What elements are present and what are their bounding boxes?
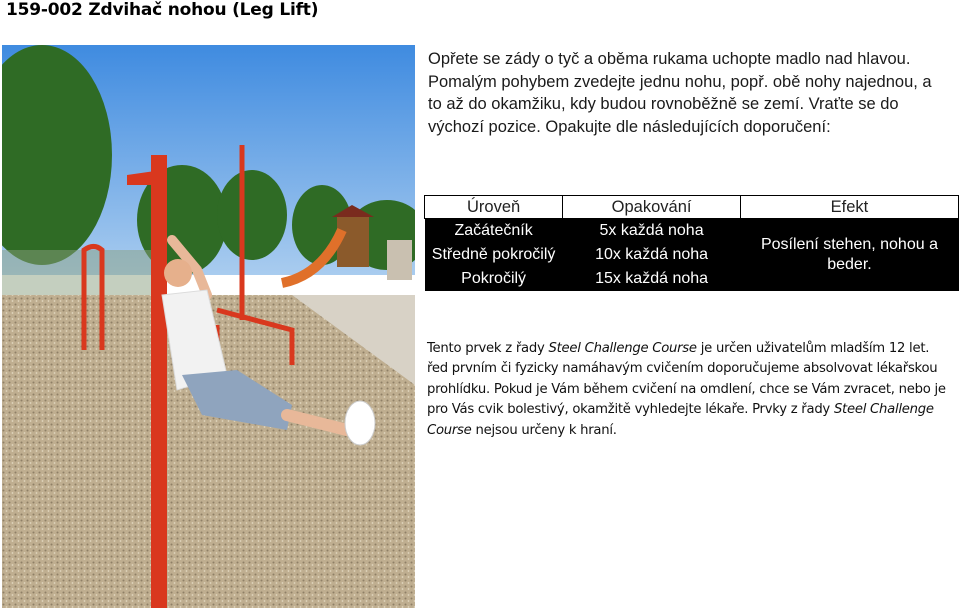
recommendation-table [424,195,959,291]
safety-note [427,339,952,441]
header-repetitions: Opakování [563,196,741,219]
levels-cell [425,219,563,292]
note-text-1: Tento prvek z řady [427,341,549,356]
note-series-name-2: Steel Challenge Course [427,402,934,438]
note-text-2: je určen uživatelům mladším 12 let. řed prvním či fyzicky namáhavým cvičením doporučujeme absolvovat lékařskou prohlídku. Pokud je Vám během cvičení na omdlení, chce se Vám zvracet, nebo je pro Vás cvik bolestivý, okamžitě vyhledejte lékaře. Prvky z řady [427,341,946,418]
repetitions-cell [563,219,741,292]
reps-intermediate: 10x každá noha [595,246,709,263]
page-title: 159-002 Zdvihač nohou (Leg Lift) [6,0,319,20]
effect-cell: Posílení stehen, nohou a beder. [740,219,958,292]
main-pole [151,155,167,608]
level-beginner: Začátečník [454,222,533,239]
header-effect: Efekt [740,196,958,219]
header-level: Úroveň [425,196,563,219]
exercise-instructions: Opřete se zády o tyč a oběma rukama uchopte madlo nad hlavou. Pomalým pohybem zvedejte jednu nohu, popř. obě nohy najednou, a to až do okamžiku, kdy budou rovnoběžně se zemí. Vraťte se do výchozí pozice. Opakujte dle následujících doporučení: [428,50,932,136]
note-series-name-1: Steel Challenge Course [548,341,697,356]
reps-beginner: 5x každá noha [599,222,704,239]
level-advanced: Pokročilý [461,270,527,287]
leg-lift-photo [2,45,415,608]
level-intermediate: Středně pokročilý [431,246,556,263]
reps-advanced: 15x každá noha [595,270,709,287]
note-text-3: nejsou určeny k hraní. [471,422,617,438]
